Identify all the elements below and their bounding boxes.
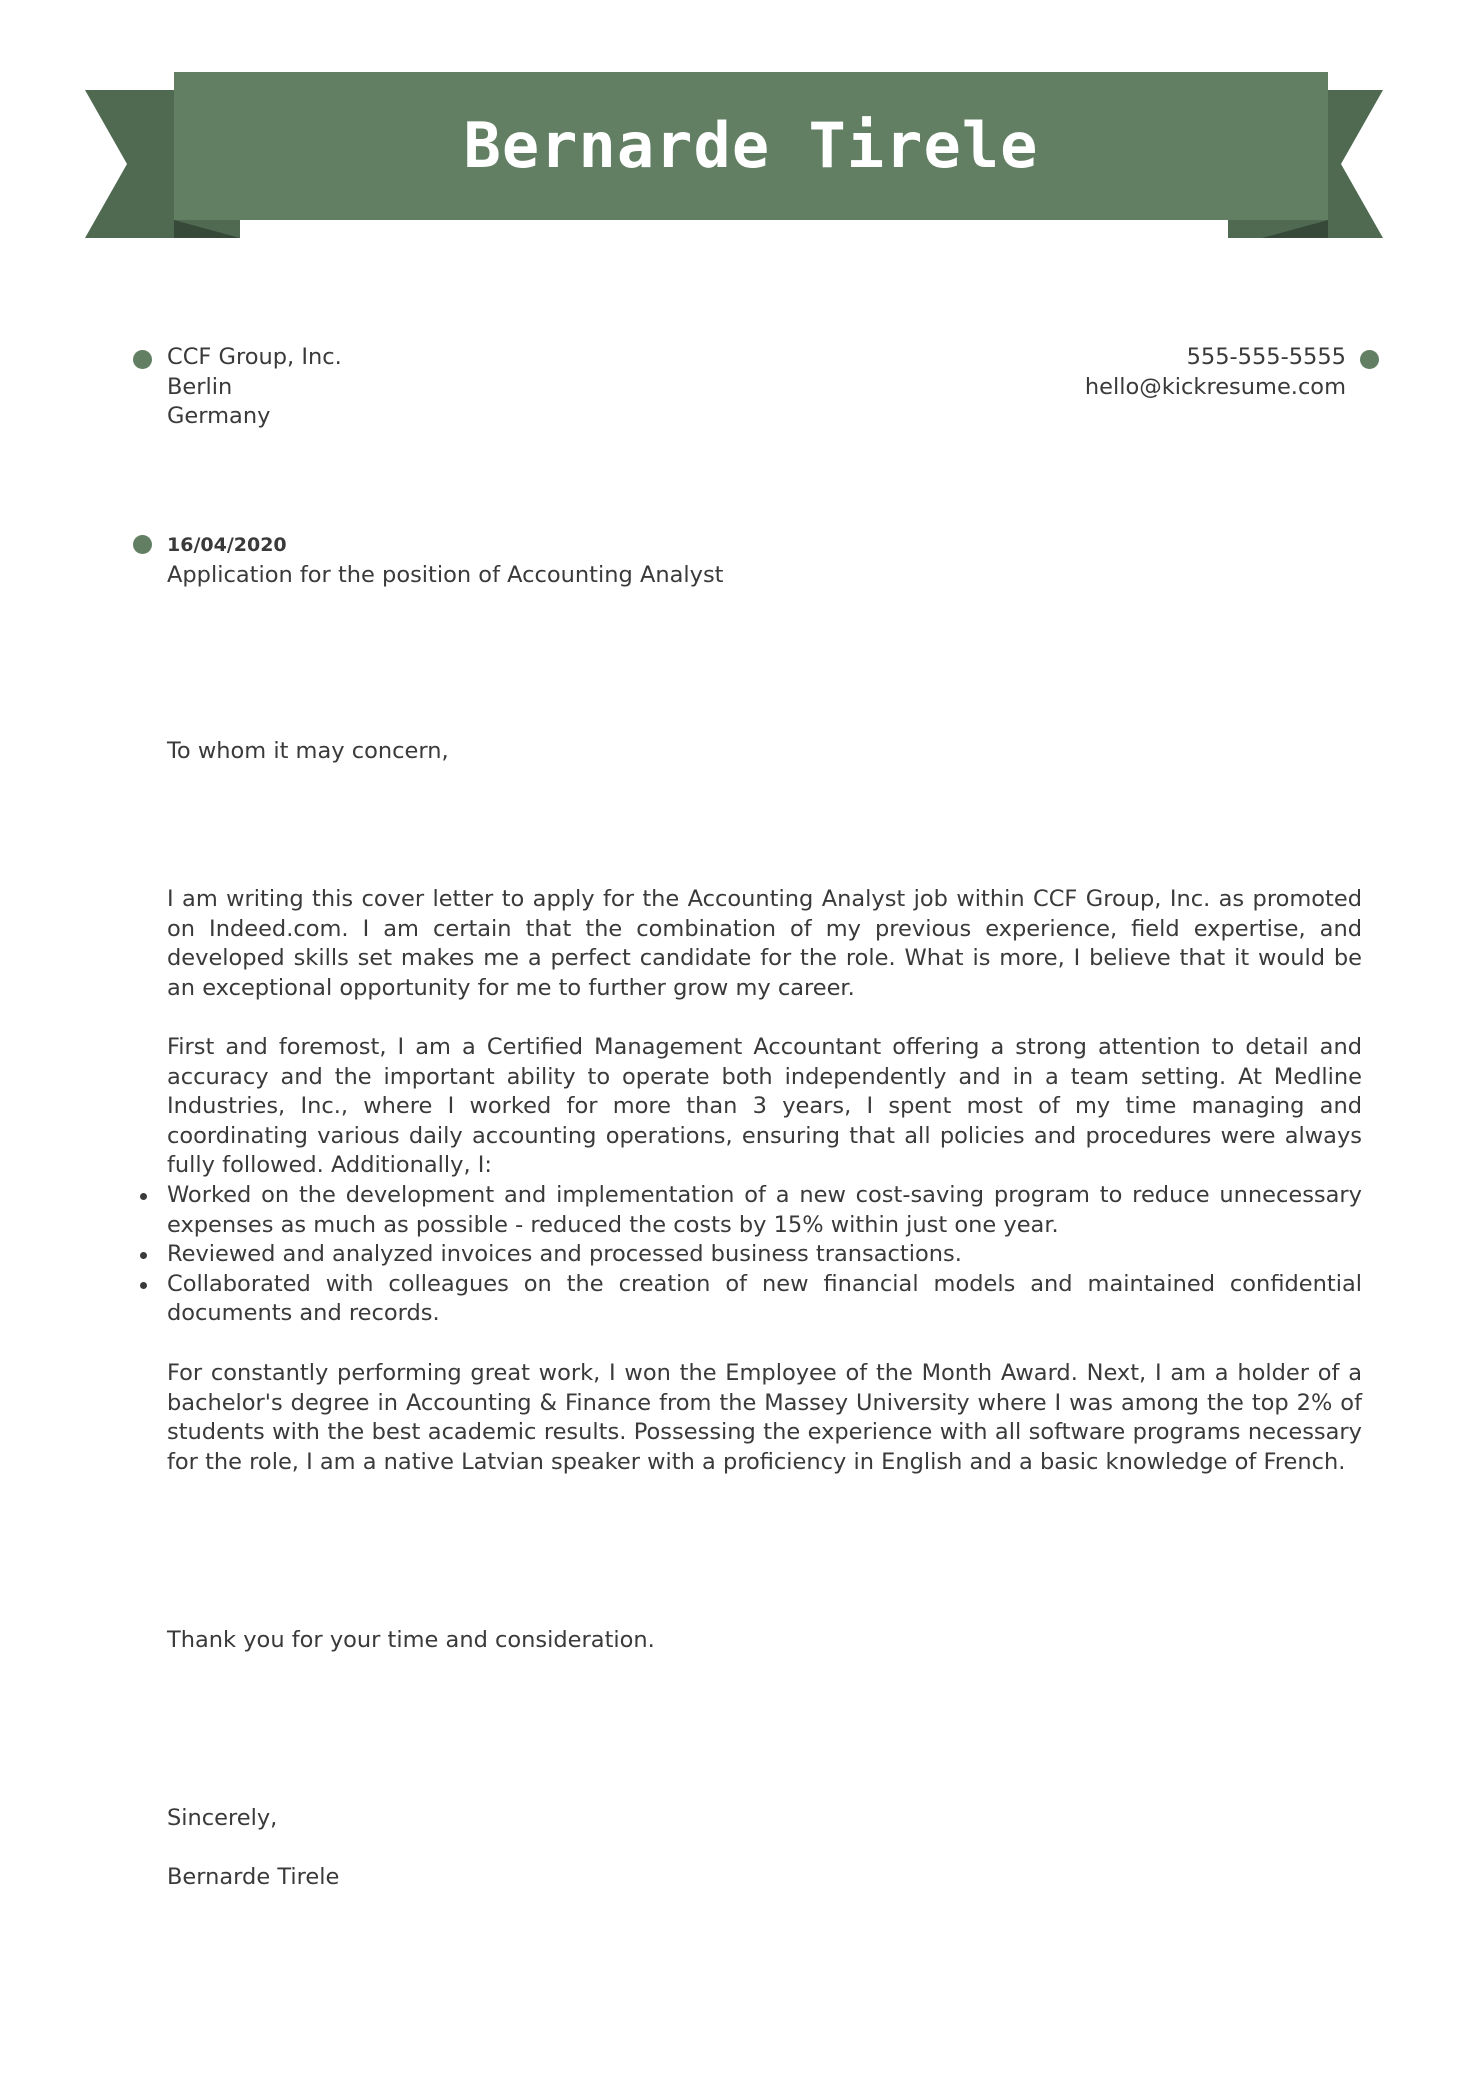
letter-signature: Bernarde Tirele [167,1864,340,1890]
recipient-city: Berlin [167,373,233,400]
body-paragraph-1: I am writing this cover letter to apply for the Accounting Analyst job within CCF Group, Inc. as promoted on Indeed.com. I am certain that the combination of my previous experience, field expertise, and developed skills set makes me a perfect candidate for the role. What is more, I believe that it would be an exceptional opportunity for me to further grow my career. [167,886,1362,1001]
applicant-name: Bernarde Tirele [463,109,1039,182]
date-subject [167,531,724,590]
name-banner [0,0,1468,260]
list-item: Worked on the development and implementation of a new cost-saving program to reduce unnecessary expenses as much as possible - reduced the costs by 15% within just one year. [167,1181,1362,1240]
letter-date: 16/04/2020 [167,534,287,556]
letter-thanks: Thank you for your time and consideration. [167,1627,655,1653]
recipient-bullet-dot [133,350,152,369]
recipient-company: CCF Group, Inc. [167,344,342,370]
letter-greeting: To whom it may concern, [167,738,449,764]
body-paragraph-3: For constantly performing great work, I won the Employee of the Month Award. Next, I am a holder of a bachelor's degree in Accounting & Finance from the Massey University where I was among the top 2% of students with the best academic results. Possessing the experience with all software programs necessary for the role, I am a native Latvian speaker with a proficiency in English and a basic knowledge of French. [167,1360,1362,1475]
recipient-address [167,343,342,432]
body-paragraph-2: First and foremost, I am a Certified Management Accountant offering a strong attention to detail and accuracy and the important ability to operate both independently and in a team setting. At Medline Industries, Inc., where I worked for more than 3 years, I spent most of my time managing and coordinating various daily accounting operations, ensuring that all policies and procedures were always fully followed. Additionally, I: [167,1034,1362,1179]
contact-bullet-dot [1360,350,1379,369]
contact-phone: 555-555-5555 [1186,344,1346,370]
contact-info [1085,343,1346,402]
letter-closing: Sincerely, [167,1805,278,1831]
letter-subject: Application for the position of Accounting Analyst [167,561,724,588]
recipient-country: Germany [167,403,271,429]
date-bullet-dot [133,535,152,554]
list-item: Reviewed and analyzed invoices and processed business transactions. [167,1240,1362,1270]
list-item: Collaborated with colleagues on the creation of new financial models and maintained confidential documents and records. [167,1270,1362,1329]
achievements-list [167,1181,1362,1329]
contact-email: hello@kickresume.com [1084,373,1346,400]
